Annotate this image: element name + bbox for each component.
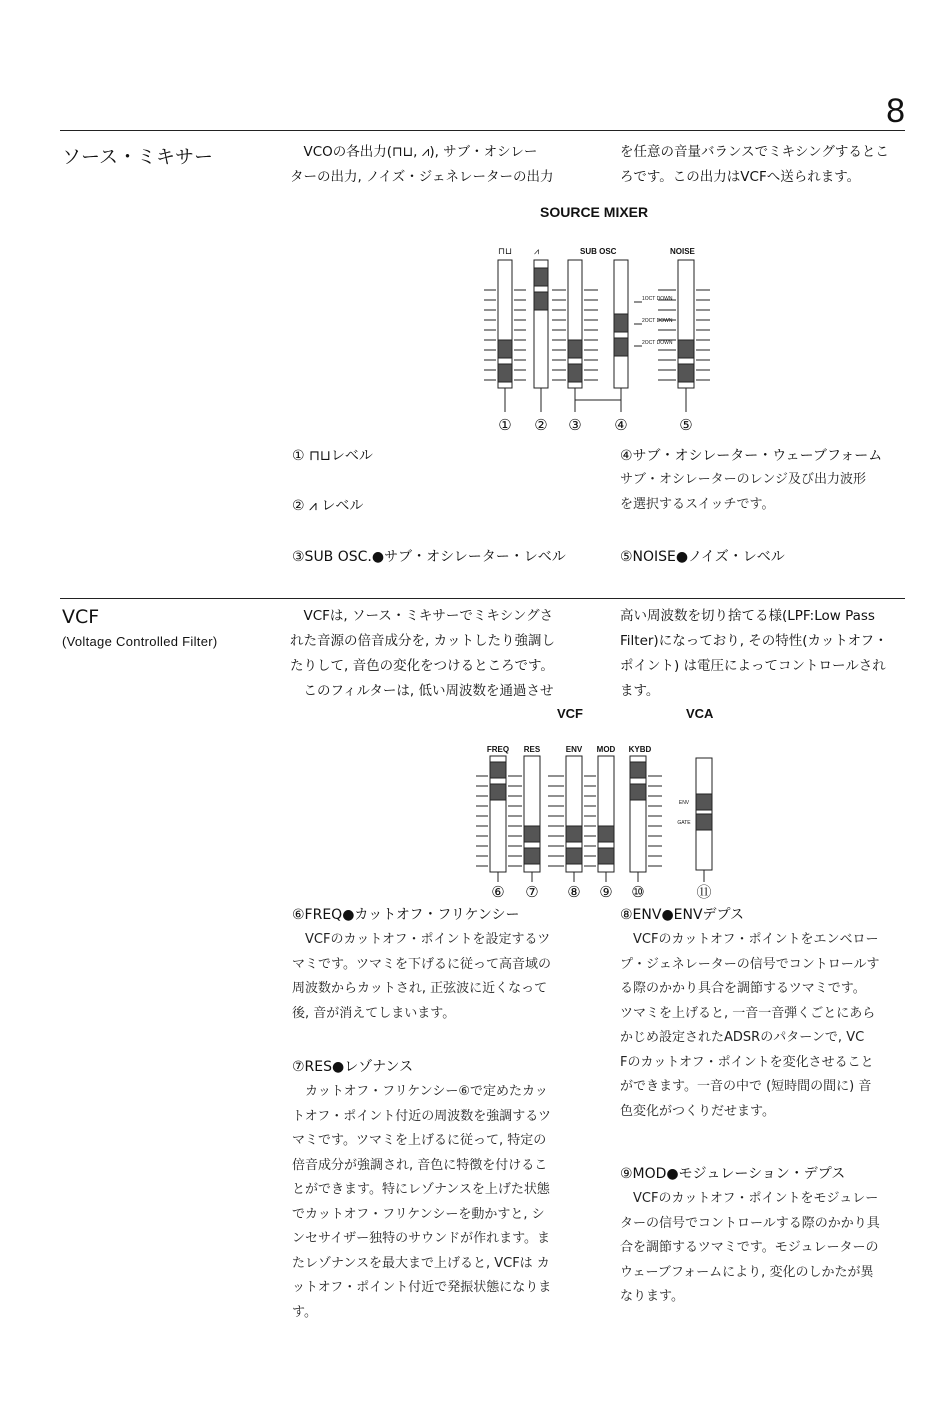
- slider-label-square: ⊓⊔: [498, 246, 513, 256]
- callout-8: ⑧: [567, 884, 581, 900]
- switch-label-1oct: 1OCT DOWN: [642, 296, 673, 302]
- res-slider[interactable]: [524, 756, 540, 872]
- env-depth-slider[interactable]: [566, 756, 582, 872]
- source-mixer-intro-left: VCOの各出力(⊓⊔, ⩘), サブ・オシレー ターの出力, ノイズ・ジェネレーターの出力: [290, 144, 554, 185]
- section-divider: [60, 130, 905, 131]
- item-square-level: ① ⊓⊔レベル: [292, 448, 373, 464]
- slider-label-env: ENV: [565, 745, 583, 754]
- item-freq: ⑥FREQ●カットオフ・フリケンシー: [292, 907, 520, 923]
- item-mod: ⑨MOD●モジュレーション・デプス: [620, 1166, 846, 1182]
- vcf-intro-right: 高い周波数を切り捨てる様(LPF:Low Pass Filter)になっており, その特性(カットオフ・ ポイント) は電圧によってコントロールされ ます。: [620, 608, 888, 699]
- vcf-figure-title: VCF: [557, 706, 583, 721]
- vcf-title: VCF: [62, 606, 100, 628]
- slider-label-res: RES: [523, 745, 541, 754]
- noise-level-slider[interactable]: [658, 260, 710, 388]
- sub-osc-waveform-switch[interactable]: [614, 260, 642, 388]
- vca-label-env: ENV: [678, 800, 690, 806]
- slider-label-mod: MOD: [596, 745, 616, 754]
- kybd-slider[interactable]: [630, 756, 646, 872]
- page-number: 8: [886, 92, 905, 130]
- item-mod-body: VCFのカットオフ・ポイントをモジュレー ターの信号でコントロールする際のかかり具 合を調節するツマミです。モジュレーターの ウェーブフォームにより, 変化のしかたが異 なります。: [620, 1191, 880, 1304]
- callout-7: ⑦: [525, 884, 539, 900]
- source-mixer-intro-right: を任意の音量バランスでミキシングするとこ ろです。この出力はVCFへ送られます。: [620, 144, 889, 185]
- switch-label-2oct-a: 2OCT DOWN: [642, 318, 673, 324]
- vca-figure-title: VCA: [686, 706, 714, 721]
- callout-3: ③: [568, 417, 582, 434]
- item-saw-level: ② ⩘ レベル: [292, 498, 364, 514]
- slider-label-noise: NOISE: [670, 247, 695, 256]
- item-res: ⑦RES●レゾナンス: [292, 1059, 414, 1075]
- vca-label-gate: GATE: [677, 820, 691, 826]
- slider-label-freq: FREQ: [486, 745, 510, 754]
- source-mixer-diagram: [470, 240, 730, 435]
- callout-11: ⑪: [696, 884, 712, 900]
- vca-mode-switch[interactable]: [696, 758, 712, 870]
- mod-depth-slider[interactable]: [598, 756, 614, 872]
- source-mixer-title: ソース・ミキサー: [62, 146, 214, 168]
- slider-label-kybd: KYBD: [628, 745, 652, 754]
- item-sub-osc-waveform: ④サブ・オシレーター・ウェーブフォーム: [620, 448, 883, 464]
- saw-level-slider[interactable]: [534, 260, 548, 388]
- callout-1: ①: [498, 417, 512, 434]
- item-freq-body: VCFのカットオフ・ポイントを設定するツ マミです。ツマミを下げるに従って高音域の 周波数からカットされ, 正弦波に近くなって 後, 音が消えてしまいます。: [292, 932, 551, 1021]
- vcf-vca-diagram: [470, 740, 730, 900]
- item-sub-osc-level: ③SUB OSC.●サブ・オシレーター・レベル: [292, 549, 566, 565]
- item-env-body: VCFのカットオフ・ポイントをエンベロー プ・ジェネレーターの信号でコントロールす る際のかかり具合を調節するツマミです。 ツマミを上げると, 一音一音弾くごとにあら かじめ設定されたADSRのパターンで, VC Fのカットオフ・ポイントを変化させること ができます。一音の中で (短時間の間に) 音 色変化がつくりだせます。: [620, 932, 880, 1119]
- callout-10: ⑩: [631, 884, 645, 900]
- item-noise-level: ⑤NOISE●ノイズ・レベル: [620, 549, 785, 565]
- callout-6: ⑥: [491, 884, 505, 900]
- item-res-body: カットオフ・フリケンシー⑥で定めたカッ トオフ・ポイント付近の周波数を強調するツ マミです。ツマミを上げるに従って, 特定の 倍音成分が強調され, 音色に特徴を付けるこ とができます。特にレゾナンスを上げた状態 でカットオフ・フリケンシーを動かすと, シ ンセサイザー独特のサウンドが作れます。ま たレゾナンスを最大まで上げると, VCFは カ ットオフ・ポイント付近で発振状態になりま す。: [292, 1084, 552, 1320]
- switch-label-2oct-b: 2OCT DOWN: [642, 340, 673, 346]
- square-level-slider[interactable]: [484, 260, 526, 388]
- callout-2: ②: [534, 417, 548, 434]
- slider-label-saw: ⩘: [534, 246, 540, 256]
- callout-4: ④: [614, 417, 628, 434]
- callout-9: ⑨: [599, 884, 613, 900]
- item-env: ⑧ENV●ENVデプス: [620, 907, 744, 923]
- vcf-subtitle: (Voltage Controlled Filter): [62, 634, 218, 649]
- freq-slider[interactable]: [490, 756, 506, 872]
- slider-label-sub-osc: SUB OSC: [580, 247, 617, 256]
- vcf-intro-left: VCFは, ソース・ミキサーでミキシングさ れた音源の倍音成分を, カットしたり強調し たりして, 音色の変化をつけるところです。 このフィルターは, 低い周波数を通過させ: [290, 608, 555, 699]
- section-divider: [60, 598, 905, 599]
- sub-osc-level-slider[interactable]: [552, 260, 598, 388]
- source-mixer-figure-title: SOURCE MIXER: [540, 204, 649, 220]
- item-sub-osc-waveform-body: サブ・オシレーターのレンジ及び出力波形 を選択するスイッチです。: [620, 472, 867, 512]
- callout-5: ⑤: [679, 417, 693, 434]
